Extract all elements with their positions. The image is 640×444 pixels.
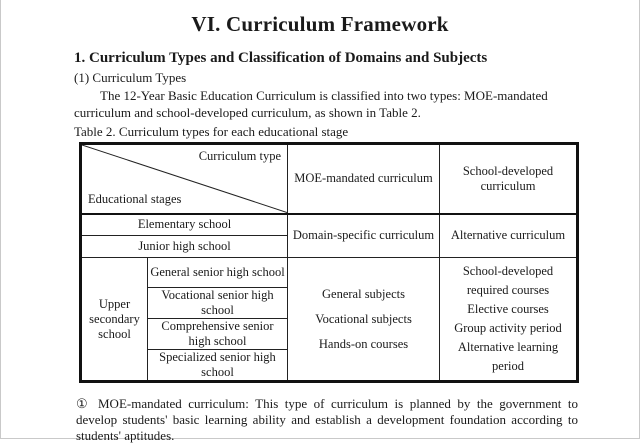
school-upper-item: Elective courses [467,302,549,316]
school-upper-item: required courses [466,283,550,297]
moe-upper-item: General subjects [322,286,405,301]
section-title: VI. Curriculum Framework [191,12,449,36]
cell-alternative-curriculum: Alternative curriculum [440,214,578,258]
school-upper-item: Alternative learning [457,340,559,354]
row-specialized-senior-label: Specialized senior high school [148,350,288,382]
row-vocational-senior-label: Vocational senior high school [148,288,288,319]
subheading: (1) Curriculum Types [74,70,187,85]
row-comprehensive-senior-label: Comprehensive senior high school [148,319,288,350]
intro-paragraph [74,87,574,121]
cell-domain-specific: Domain-specific curriculum [288,214,440,258]
header-moe-mandated: MOE-mandated curriculum [288,144,440,214]
moe-upper-item: Vocational subjects [315,311,412,326]
footnote-moe [76,396,578,444]
section-heading: 1. Curriculum Types and Classification of Domains and Subjects [74,50,488,66]
cell-school-upper-courses [440,258,578,382]
school-upper-item: period [492,359,524,373]
table-caption: Table 2. Curriculum types for each educational stage [74,124,349,139]
diagonal-header-cell [81,144,288,214]
footnote-marker: ① [76,396,88,411]
header-school-developed: School-developed curriculum [440,144,578,214]
moe-upper-item: Hands-on courses [318,336,409,351]
table-row-elementary [81,214,578,236]
curriculum-types-table [79,142,579,383]
row-upper-secondary-label: Upper secondary school [81,258,148,382]
table-header-row [81,144,578,214]
diagonal-top-label: Curriculum type [198,149,281,163]
row-general-senior-label: General senior high school [148,258,288,288]
school-upper-item: Group activity period [454,321,562,335]
cell-moe-upper-subjects [288,258,440,382]
diagonal-bottom-label: Educational stages [88,191,182,206]
school-upper-item: School-developed [462,264,554,278]
intro-text: The 12-Year Basic Education Curriculum is classified into two types: MOE-mandated curriculum and school-developed curriculum, as shown in Table 2. [74,88,548,120]
footnote-text: MOE-mandated curriculum: This type of curriculum is planned by the government to develop students' basic learning ability and establish a development foundation according to students' aptitudes. [76,396,578,443]
row-elementary-label: Elementary school [81,214,288,236]
row-junior-label: Junior high school [81,236,288,258]
table-row-upper-1 [81,258,578,288]
